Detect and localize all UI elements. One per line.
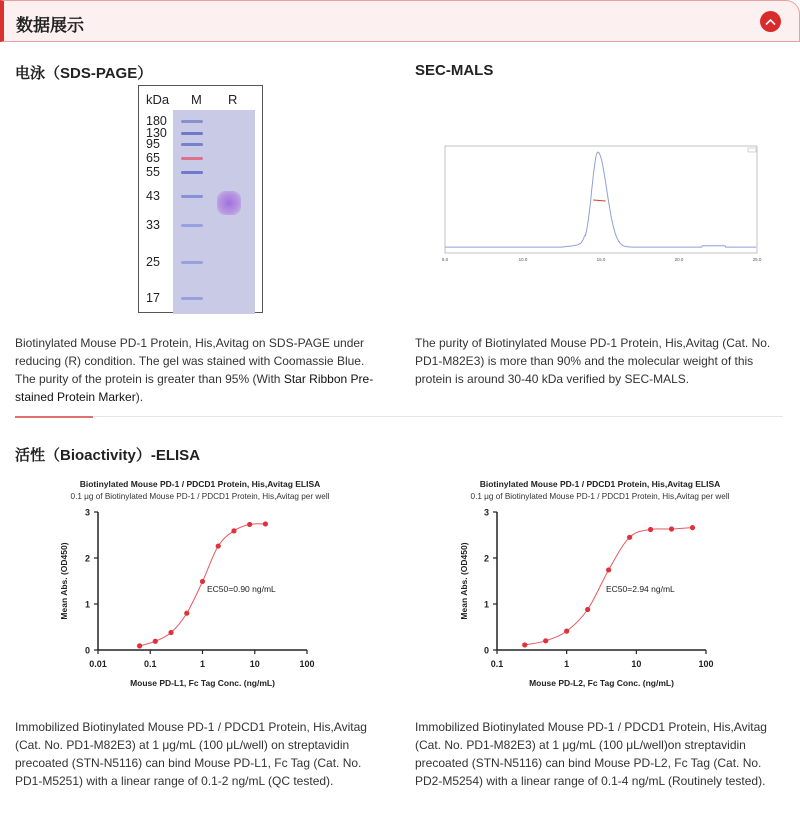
section-title: 数据展示 [16,16,84,35]
x-tick-label: 1 [564,659,570,669]
sds-page-description [15,334,385,406]
data-point [669,526,674,531]
data-point [543,638,548,643]
marker-band [181,143,203,146]
marker-band [181,171,203,174]
chart-title: Biotinylated Mouse PD-1 / PDCD1 Protein, His,Avitag ELISA [479,479,721,489]
x-tick-label: 0.1 [143,659,157,669]
gel-marker-label: 33 [146,218,160,232]
sds-page-heading: 电泳（SDS-PAGE） [15,65,153,82]
data-point [216,543,221,548]
y-tick-label: 0 [84,645,90,656]
gel-marker-label: 180 [146,114,167,128]
data-point [690,525,695,530]
y-tick-label: 1 [84,599,90,610]
sample-band [217,191,241,215]
chart-subtitle: 0.1 μg of Biotinylated Mouse PD-1 / PDCD1 Protein, His,Avitag per well [70,492,330,501]
x-tick-label: 10.0 [518,257,528,262]
elisa-chart-pd-l1 [50,470,350,700]
gel-marker-label: 55 [146,165,160,179]
marker-band [181,120,203,123]
x-tick-label: 20.0 [674,257,684,262]
data-point [263,521,268,526]
ec50-annotation: EC50=0.90 ng/mL [207,584,276,594]
gel-lane-label: R [228,92,238,107]
sds-page-gel-image [138,85,263,313]
ec50-annotation: EC50=2.94 ng/mL [606,584,675,594]
x-tick-label: 10 [631,659,642,669]
sec-mals-heading: SEC-MALS [415,62,494,79]
gel-marker-label: 65 [146,151,160,165]
sec-mals-description: The purity of Biotinylated Mouse PD-1 Protein, His,Avitag (Cat. No. PD1-M82E3) is more than 90% and the molecular weight of this protein is around 30-40 kDa verified by SEC-MALS. [415,336,771,386]
marker-link[interactable]: Star Ribbon Pre-stained Protein Marker [15,372,374,404]
x-tick-label: 15.0 [596,257,606,262]
data-point [522,642,527,647]
x-tick-label: 5.0 [441,257,449,262]
gel-lanes [173,110,255,314]
chart-title: Biotinylated Mouse PD-1 / PDCD1 Protein, His,Avitag ELISA [79,479,321,489]
section-header [0,0,800,42]
marker-band [181,224,203,227]
y-axis-label: Mean Abs. (OD450) [59,542,69,620]
gel-marker-label: 25 [146,255,160,269]
chevron-up-icon [765,18,776,26]
data-point [564,629,569,634]
data-point [606,567,611,572]
data-point [137,643,142,648]
data-point [153,639,158,644]
y-tick-label: 3 [84,507,90,518]
x-tick-label: 100 [299,659,315,669]
y-tick-label: 2 [483,553,489,564]
marker-band [181,157,203,160]
data-point [184,611,189,616]
desc-text: Biotinylated Mouse PD-1 Protein, His,Avitag on SDS-PAGE under reducing (R) condition. The gel was stained with Coomassie Blue. The purity of the protein is greater than 95% (With [15,336,365,386]
x-tick-label: 100 [698,659,714,669]
x-tick-label: 1 [199,659,206,669]
marker-band [181,195,203,198]
y-tick-label: 1 [483,599,489,610]
elisa-chart-pd-l2 [450,470,750,700]
marker-band [181,261,203,264]
gel-marker-label: 95 [146,137,160,151]
y-axis-label: Mean Abs. (OD450) [459,542,469,620]
bioactivity-heading: 活性（Bioactivity）-ELISA [15,447,201,464]
data-point [247,522,252,527]
marker-band [181,297,203,300]
elisa-description-1: Immobilized Biotinylated Mouse PD-1 / PDCD1 Protein, His,Avitag (Cat. No. PD1-M82E3) at 1 μg/mL (100 μL/well) on streptavidin precoated (STN-N5116) can bind Mouse PD-L1, Fc Tag (Cat. No. PD1-M5251) with a linear range of 0.1-2 ng/mL (QC tested). [15,720,367,788]
x-axis-label: Mouse PD-L2, Fc Tag Conc. (ng/mL) [529,678,674,688]
data-point [200,579,205,584]
data-point [585,607,590,612]
y-tick-label: 2 [84,553,90,564]
marker-band [181,132,203,135]
x-tick-label: 10 [249,659,260,669]
gel-unit-label: kDa [146,92,170,107]
chart-subtitle: 0.1 μg of Biotinylated Mouse PD-1 / PDCD1 Protein, His,Avitag per well [470,492,730,501]
gel-marker-label: 17 [146,291,160,305]
data-point [648,527,653,532]
x-tick-label: 0.1 [490,659,504,669]
desc-text: ). [135,390,144,404]
divider [15,416,783,417]
gel-marker-label: 43 [146,189,160,203]
gel-lane-label: M [191,92,202,107]
data-point [231,528,236,533]
data-point [168,630,173,635]
x-axis-label: Mouse PD-L1, Fc Tag Conc. (ng/mL) [130,678,275,688]
plot-frame [445,146,757,253]
collapse-button[interactable] [760,11,781,32]
y-tick-label: 0 [483,645,489,656]
sec-mals-chart [415,140,775,270]
x-tick-label: 25.0 [752,257,762,262]
data-point [627,535,632,540]
y-tick-label: 3 [483,507,489,518]
gel-marker-label: 130 [146,126,167,140]
divider-accent [15,416,93,418]
elisa-description-2: Immobilized Biotinylated Mouse PD-1 / PDCD1 Protein, His,Avitag (Cat. No. PD1-M82E3) at 1 μg/mL (100 μL/well)on streptavidin precoated (STN-N5116) can bind Mouse PD-L2, Fc Tag (Cat. No. PD2-M5254) with a linear range of 0.1-4 ng/mL (Routinely tested). [415,720,767,788]
x-tick-label: 0.01 [89,659,107,669]
